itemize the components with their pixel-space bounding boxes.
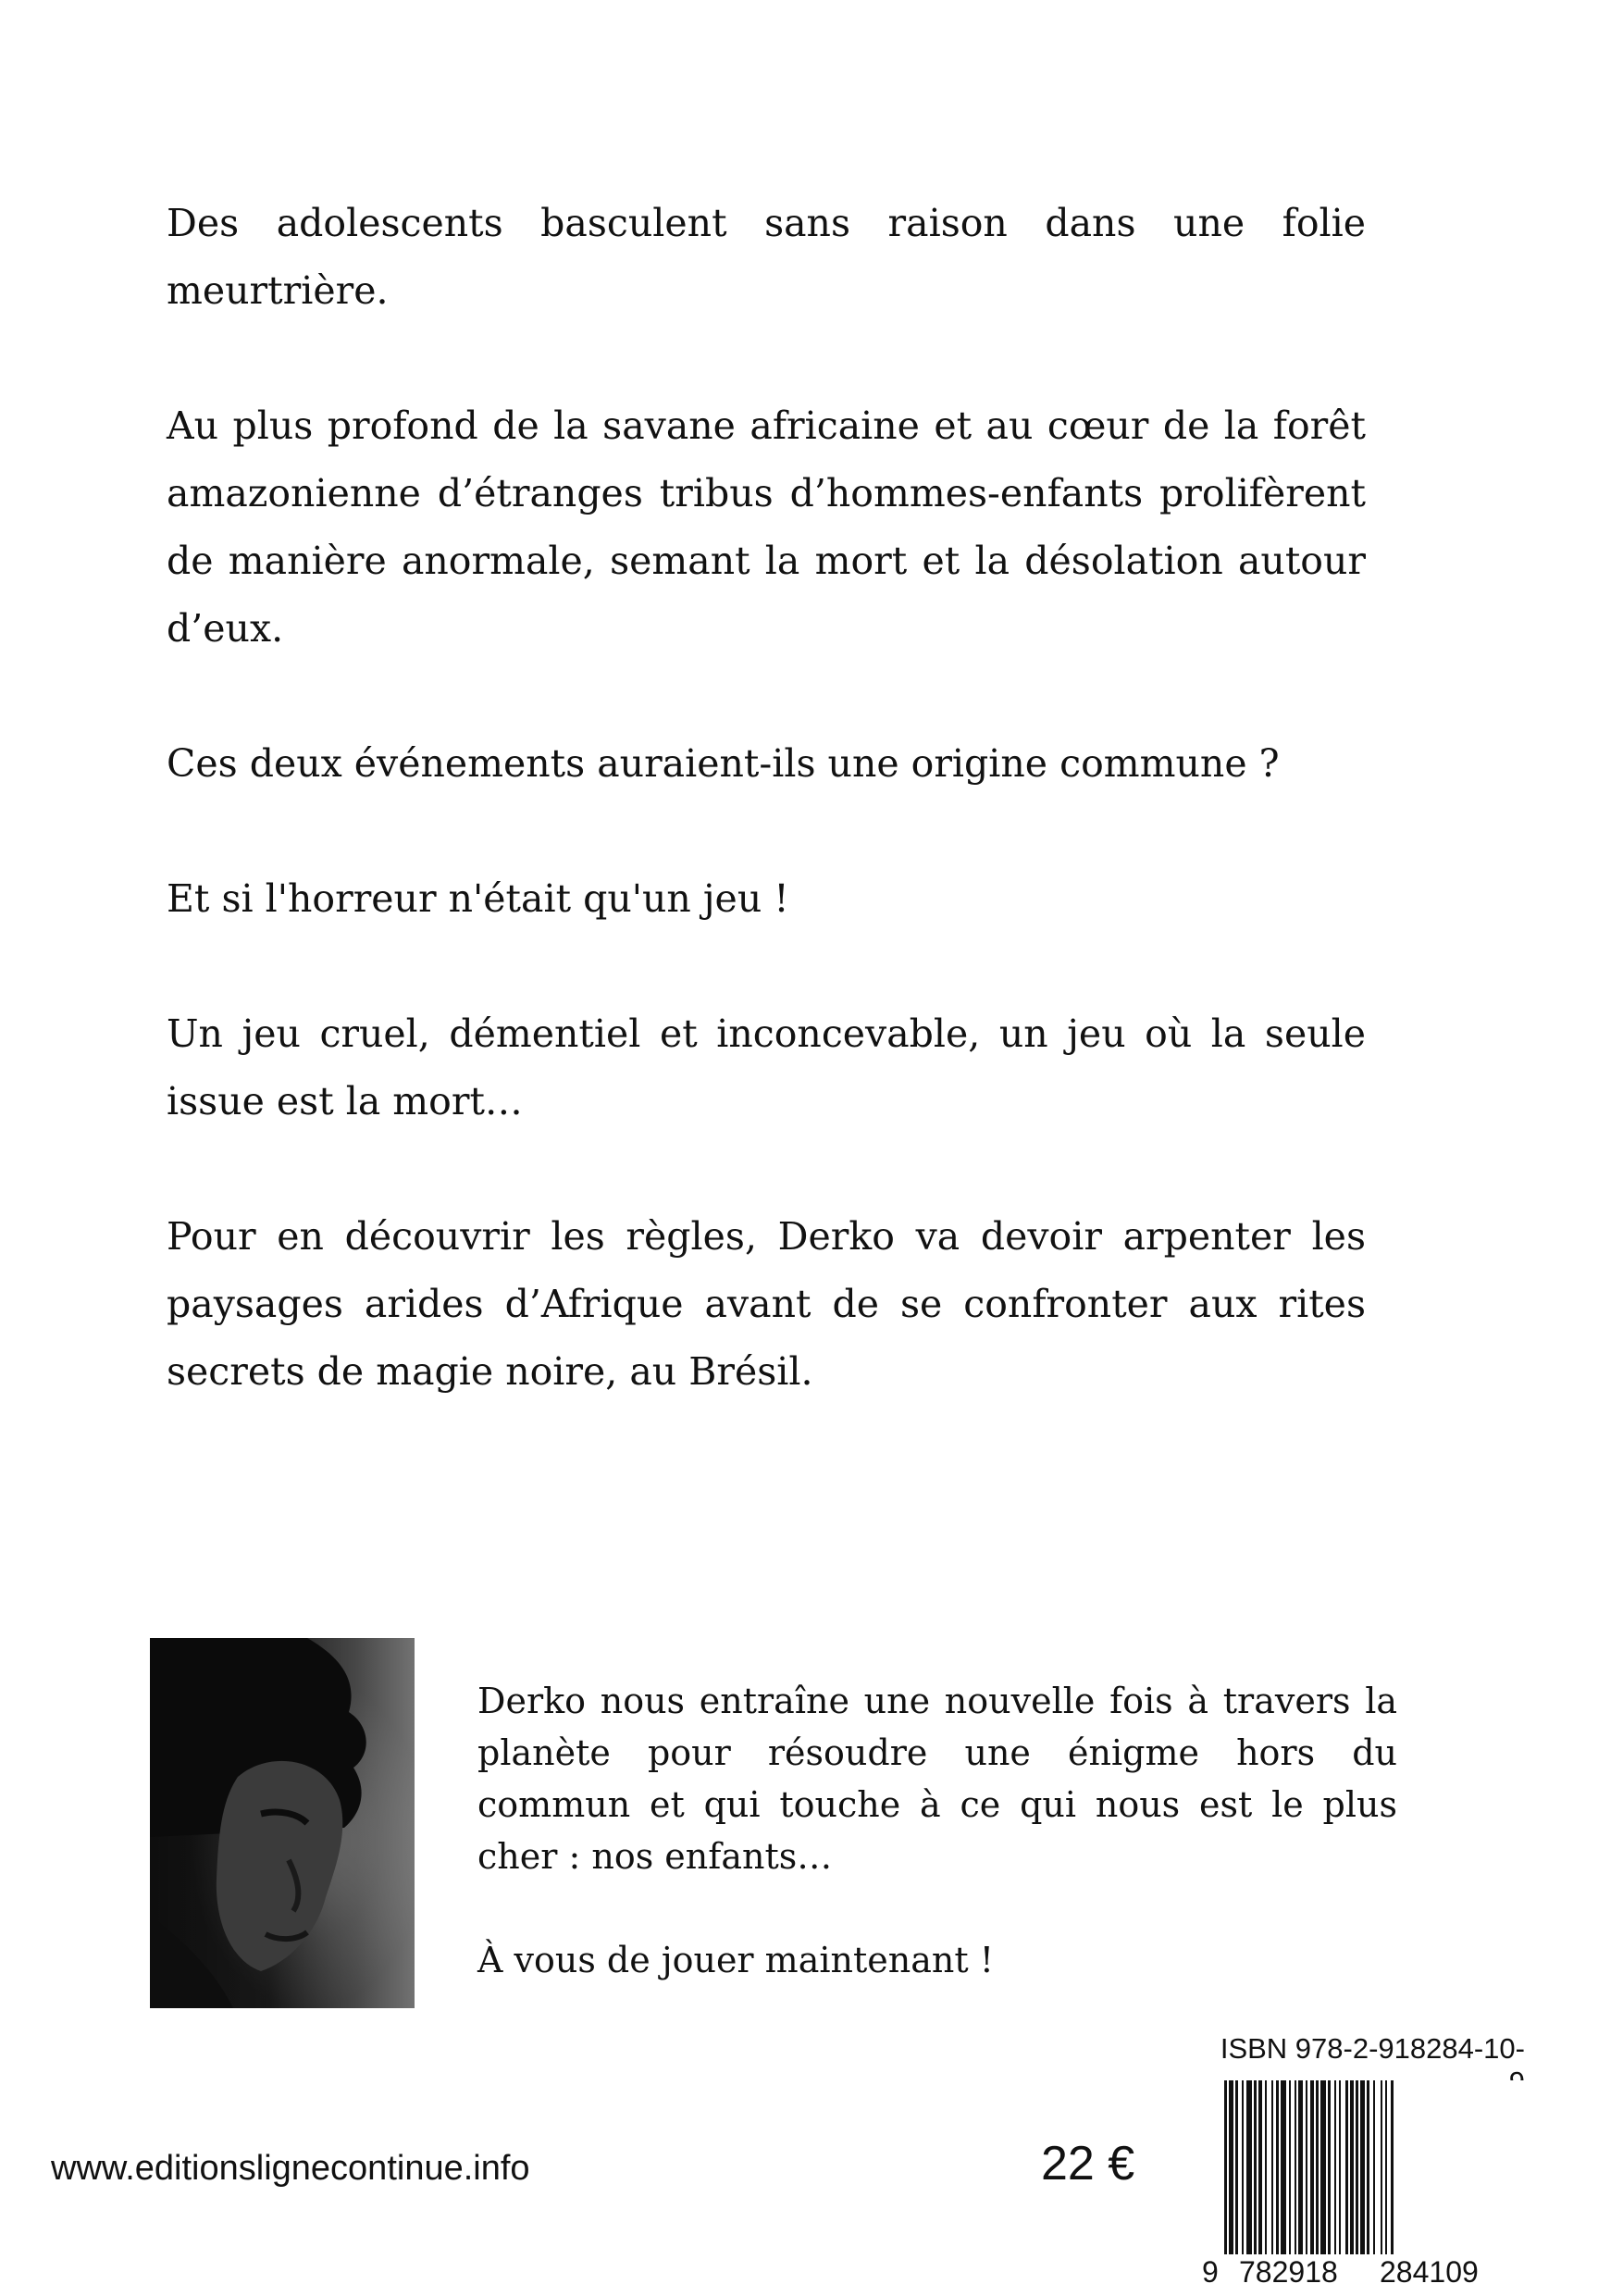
barcode-bar (1276, 2080, 1279, 2254)
isbn-barcode (1198, 2080, 1531, 2289)
barcode-bar (1367, 2080, 1369, 2254)
barcode-bar (1350, 2080, 1354, 2254)
barcode-bar (1271, 2080, 1273, 2254)
author-note-paragraph: À vous de jouer maintenant ! (477, 1940, 994, 1980)
barcode-digit-first: 9 (1202, 2255, 1219, 2289)
blurb-paragraph: Des adolescents basculent sans raison dans une folie meurtrière. (167, 201, 1366, 313)
barcode-bar (1289, 2080, 1291, 2254)
barcode-bar (1246, 2080, 1252, 2254)
barcode-bar (1281, 2080, 1286, 2254)
barcode-bar (1356, 2080, 1358, 2254)
blurb-paragraph: Pour en découvrir les règles, Derko va devoir arpenter les paysages arides d’Afrique avant de se confronter aux rites secrets de magie noire, au Brésil. (167, 1214, 1366, 1394)
barcode-bar (1385, 2080, 1387, 2254)
barcode-bar (1295, 2080, 1296, 2254)
barcode-bar (1265, 2080, 1267, 2254)
barcode-bar (1258, 2080, 1262, 2254)
back-cover-blurb (167, 190, 1366, 1473)
barcode-bar (1242, 2080, 1244, 2254)
barcode-bar (1316, 2080, 1319, 2254)
barcode-bar (1229, 2080, 1233, 2270)
barcode-bar (1254, 2080, 1257, 2254)
barcode-bar (1391, 2080, 1394, 2270)
barcode-bar (1320, 2080, 1326, 2254)
barcode-bar (1310, 2080, 1314, 2270)
author-note (477, 1675, 1397, 2038)
barcode-bar (1339, 2080, 1341, 2254)
barcode-bar (1298, 2080, 1303, 2254)
blurb-paragraph: Ces deux événements auraient-ils une origine commune ? (167, 741, 1280, 786)
barcode-graphic (1198, 2080, 1531, 2289)
barcode-bar (1235, 2080, 1238, 2254)
barcode-bar (1334, 2080, 1336, 2254)
blurb-paragraph: Un jeu cruel, démentiel et inconcevable, un jeu où la seule issue est la mort… (167, 1011, 1366, 1123)
author-portrait-image (150, 1638, 415, 2008)
barcode-bar (1306, 2080, 1307, 2254)
price-label: 22 € (1041, 2137, 1135, 2191)
author-portrait (150, 1638, 415, 2008)
barcode-digits-right: 284109 (1380, 2255, 1479, 2289)
barcode-bar (1224, 2080, 1227, 2270)
isbn-label: ISBN 978-2-918284-10- (1220, 2032, 1525, 2065)
barcode-bar (1381, 2080, 1382, 2254)
barcode-digits-left: 782918 (1239, 2255, 1338, 2289)
barcode-bar (1373, 2080, 1375, 2254)
publisher-website: www.editionslignecontinue.info (51, 2149, 530, 2188)
barcode-bar (1360, 2080, 1365, 2254)
author-note-paragraph: Derko nous entraîne une nouvelle fois à travers la planète pour résoudre une énigme hors du commun et qui touche à ce qui nous est le plus cher : nos enfants… (477, 1681, 1397, 1877)
barcode-bar (1328, 2080, 1331, 2254)
blurb-paragraph: Et si l'horreur n'était qu'un jeu ! (167, 876, 789, 921)
barcode-bar (1345, 2080, 1348, 2254)
blurb-paragraph: Au plus profond de la savane africaine et au cœur de la forêt amazonienne d’étranges tribus d’hommes-enfants prolifèrent de manière anormale, semant la mort et la désolation autour d’eux. (167, 403, 1366, 651)
